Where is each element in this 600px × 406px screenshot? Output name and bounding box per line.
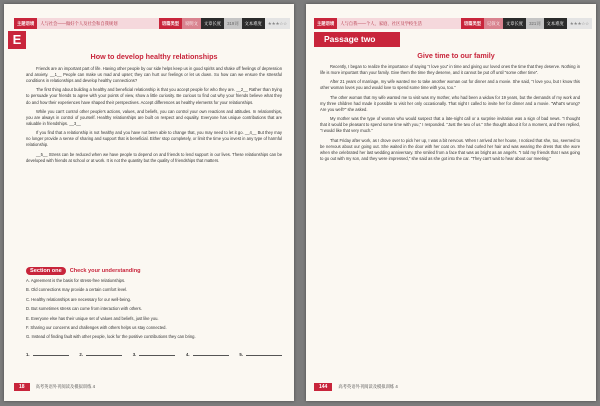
- paragraph: The first thing about building a healthy and beneficial relationship is that you accept people for who they are. __2__ Rather than trying to persuade your friends to agree with your points of view, show a little curiosity. Be curious to find out why your friends believe what they do and how their experiences have shaped their perspectives. Accept differences as healthy elements for your relationships.: [26, 87, 282, 105]
- header-value: 人与社会——做好个人及社会和自我规划: [37, 18, 159, 29]
- article-title: Give time to our family: [417, 51, 495, 60]
- header-value: 321词: [526, 18, 543, 29]
- paragraph: After 21 years of marriage, my wife wanted me to take another woman out for dinner and a movie. She said, "I love you, but I know this other woman loves you and would love to spend some time with you, too.": [320, 79, 580, 91]
- option-item: G. Instead of finding fault with other people, look for the positive contributions they can bring.: [26, 334, 196, 340]
- answer-blank[interactable]: 2.: [79, 352, 122, 357]
- header-label: 主题语境: [14, 18, 37, 29]
- header-label: 文章长度: [201, 18, 224, 29]
- section-tag: Section one: [26, 267, 66, 275]
- right-page: [306, 4, 596, 401]
- paragraph: If you find that a relationship is not healthy and you have not been able to change that, you may need to let it go. __4__ But they may no longer provide a sense of sharing and support that is beneficial. Either stop completely, or limit the time you invest in any type of harmful relationship.: [26, 130, 282, 148]
- page-number: 18: [14, 383, 30, 391]
- paragraph: __5__ Stress can be reduced when we have people to depend on and friends to lend support in our lives. These relationships can be developed with friends at school or at work. It is not the quantity but the quality of friendships that matters.: [26, 151, 282, 163]
- paragraph: The other woman that my wife wanted me to visit was my mother, who had been a widow for 19 years, but the demands of my work and my three children had made it possible to visit her only occasionally. That night I called to invite her for dinner and a movie. "What's wrong? Are you well?" she asked.: [320, 94, 580, 112]
- page-footer: [14, 383, 95, 391]
- answer-blank[interactable]: 4.: [186, 352, 229, 357]
- paragraph: Recently, I began to realize the importance of saying "I love you" in time and giving our loved ones the time that they deserve. Nothing in life is more important than your family. Give them the time they deserve, and it cannot be put off until "some other time".: [320, 64, 580, 76]
- difficulty-stars: ★★★☆☆: [567, 18, 592, 29]
- left-header-bar: [14, 18, 290, 29]
- header-label: 文章长度: [503, 18, 526, 29]
- answer-blanks: [26, 352, 282, 357]
- header-label: 语篇类型: [461, 18, 484, 29]
- header-value: 记叙文: [484, 18, 503, 29]
- paragraph: That Friday after work, as I drove over to pick her up, I was a bit nervous. When I arrived at her house, I noticed that she, too, seemed to be nervous about our going out. She waited in the door with her coat on. She had curled her hair and was wearing the dress that she wore when she celebrated her last wedding anniversary. She smiled from a face that was as bright as an angel's. "I told my friends that I was going to go out with my son, and they were impressed," she said as she got into the car. "They can't wait to hear about our meeting.": [320, 137, 580, 161]
- option-item: D. But sometimes stress can come from interaction with others.: [26, 306, 142, 312]
- option-item: E. Everyone else has their unique set of values and beliefs, just like you.: [26, 315, 159, 321]
- page-footer: [314, 383, 398, 391]
- option-list: [26, 276, 282, 342]
- page-number: 144: [314, 383, 332, 391]
- header-label: 文本难度: [242, 18, 265, 29]
- right-header-bar: [314, 18, 592, 29]
- footer-text: 高考英语外刊阅读及模拟训练 4: [338, 384, 398, 389]
- article-body: [26, 66, 282, 167]
- paragraph: While you can't control other people's actions, values, and beliefs, you can control your own reactions and attitudes. In relationships, you are always in control of yourself. Healthy relationships are built on respect and equality. Everyone has unique contributions that are valuable in friendships. __3__: [26, 108, 282, 126]
- header-label: 语篇类型: [159, 18, 182, 29]
- header-value: 说明文: [182, 18, 201, 29]
- answer-blank[interactable]: 5.: [239, 352, 282, 357]
- option-item: F. Sharing our concerns and challenges with others helps us stay connected.: [26, 325, 167, 331]
- option-item: C. Healthy relationships are necessary for our well-being.: [26, 296, 131, 302]
- passage-label: Passage two: [314, 32, 400, 47]
- answer-blank[interactable]: 1.: [26, 352, 69, 357]
- section-title: Check your understanding: [69, 268, 141, 274]
- article-body: [320, 64, 580, 165]
- article-title: How to develop healthy relationships: [90, 52, 218, 61]
- difficulty-stars: ★★★☆☆: [265, 18, 290, 29]
- paragraph: My mother was the type of woman who would suspect that a late-night call or a surprise invitation was a sign of bad news. "I thought that it would be pleasant to spend some time with you," I responded. "Just the two of us." She thought about it for a moment, and then replied, "I would like that very much.": [320, 116, 580, 134]
- header-label: 文本难度: [544, 18, 567, 29]
- header-label: 主题语境: [314, 18, 337, 29]
- left-page: [4, 4, 294, 401]
- section-heading: [26, 267, 141, 275]
- header-value: 319词: [224, 18, 241, 29]
- footer-text: 高考英语外刊阅读及模拟训练 4: [35, 384, 96, 389]
- answer-blank[interactable]: 3.: [133, 352, 176, 357]
- section-letter: E: [8, 31, 26, 49]
- paragraph: Friends are an important part of life. Having other people by our side helps keep us in good spirits and shake off feelings of depression and anxiety. __1__ People can make us mad and upset; they can hurt our feelings or let us down. So how can we ensure the stressful conditions in relationships and develop healthy connections?: [26, 66, 282, 84]
- header-value: 人与自我——个人、家庭、社区及学校生活: [337, 18, 461, 29]
- option-item: B. Old connections may provide a certain comfort level.: [26, 287, 128, 293]
- option-item: A. Agreement is the basis for stress-free relationships.: [26, 278, 126, 283]
